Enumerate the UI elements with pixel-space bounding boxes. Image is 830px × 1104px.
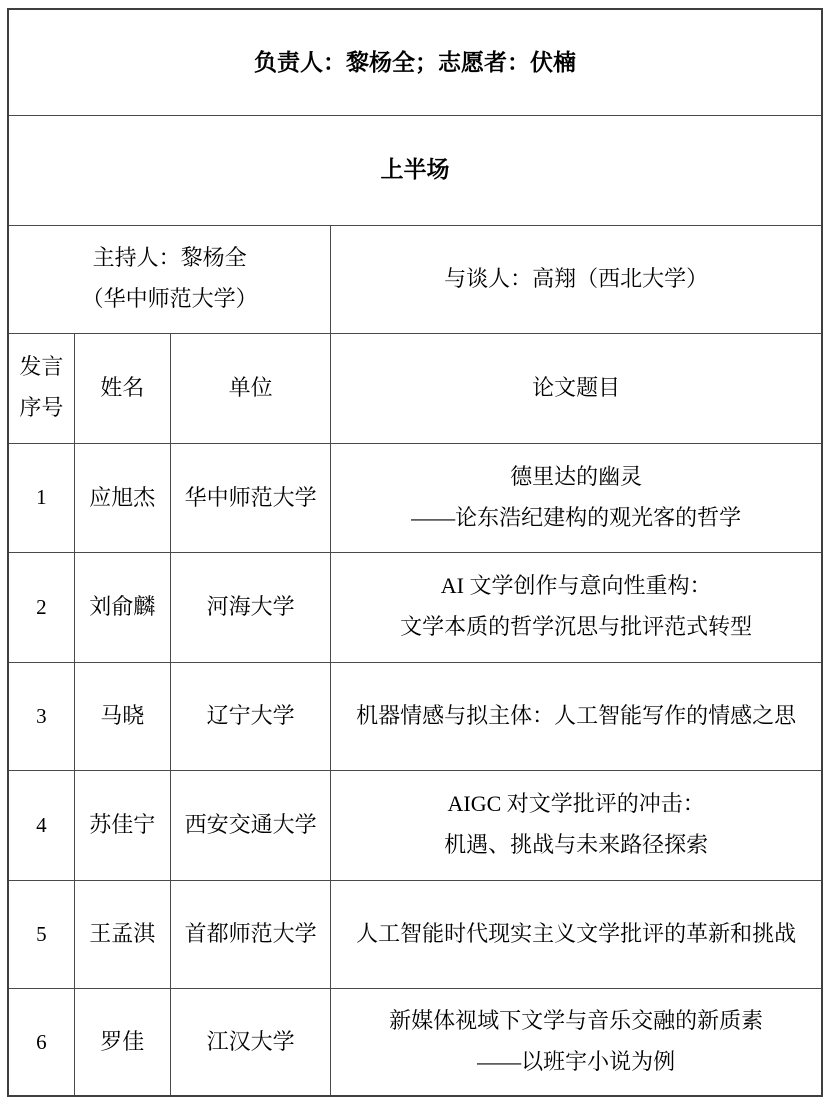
session-table <box>7 8 823 1097</box>
organization: 河海大学 <box>170 552 330 662</box>
table-row <box>8 115 822 225</box>
table-header-row <box>8 333 822 443</box>
speaker-name: 苏佳宁 <box>74 770 170 880</box>
organization: 西安交通大学 <box>170 770 330 880</box>
column-header-seq: 发言 序号 <box>8 333 74 443</box>
table-row <box>8 552 822 662</box>
table-row <box>8 880 822 988</box>
speech-number: 4 <box>8 770 74 880</box>
speaker-name: 王孟淇 <box>74 880 170 988</box>
speech-number: 5 <box>8 880 74 988</box>
discussant-cell: 与谈人：高翔（西北大学） <box>331 225 822 333</box>
paper-title: 德里达的幽灵 ——论东浩纪建构的观光客的哲学 <box>331 443 822 552</box>
paper-title: 新媒体视域下文学与音乐交融的新质素 ——以班宇小说为例 <box>331 988 822 1096</box>
organization: 江汉大学 <box>170 988 330 1096</box>
speaker-name: 刘俞麟 <box>74 552 170 662</box>
organization: 首都师范大学 <box>170 880 330 988</box>
speech-number: 6 <box>8 988 74 1096</box>
table-row <box>8 9 822 115</box>
speech-number: 3 <box>8 662 74 770</box>
table-row <box>8 988 822 1096</box>
paper-title: AIGC 对文学批评的冲击： 机遇、挑战与未来路径探索 <box>331 770 822 880</box>
table-row <box>8 662 822 770</box>
column-header-name: 姓名 <box>74 333 170 443</box>
paper-title: 机器情感与拟主体：人工智能写作的情感之思 <box>331 662 822 770</box>
speech-number: 2 <box>8 552 74 662</box>
speech-number: 1 <box>8 443 74 552</box>
table-row <box>8 443 822 552</box>
speaker-name: 应旭杰 <box>74 443 170 552</box>
speaker-name: 马晓 <box>74 662 170 770</box>
paper-title: AI 文学创作与意向性重构： 文学本质的哲学沉思与批评范式转型 <box>331 552 822 662</box>
speaker-name: 罗佳 <box>74 988 170 1096</box>
session-title: 上半场 <box>8 115 822 225</box>
column-header-title: 论文题目 <box>331 333 822 443</box>
table-row <box>8 770 822 880</box>
table-row <box>8 225 822 333</box>
organization: 辽宁大学 <box>170 662 330 770</box>
organization: 华中师范大学 <box>170 443 330 552</box>
column-header-org: 单位 <box>170 333 330 443</box>
host-cell: 主持人：黎杨全 （华中师范大学） <box>8 225 331 333</box>
organizer-line: 负责人：黎杨全；志愿者：伏楠 <box>8 9 822 115</box>
paper-title: 人工智能时代现实主义文学批评的革新和挑战 <box>331 880 822 988</box>
